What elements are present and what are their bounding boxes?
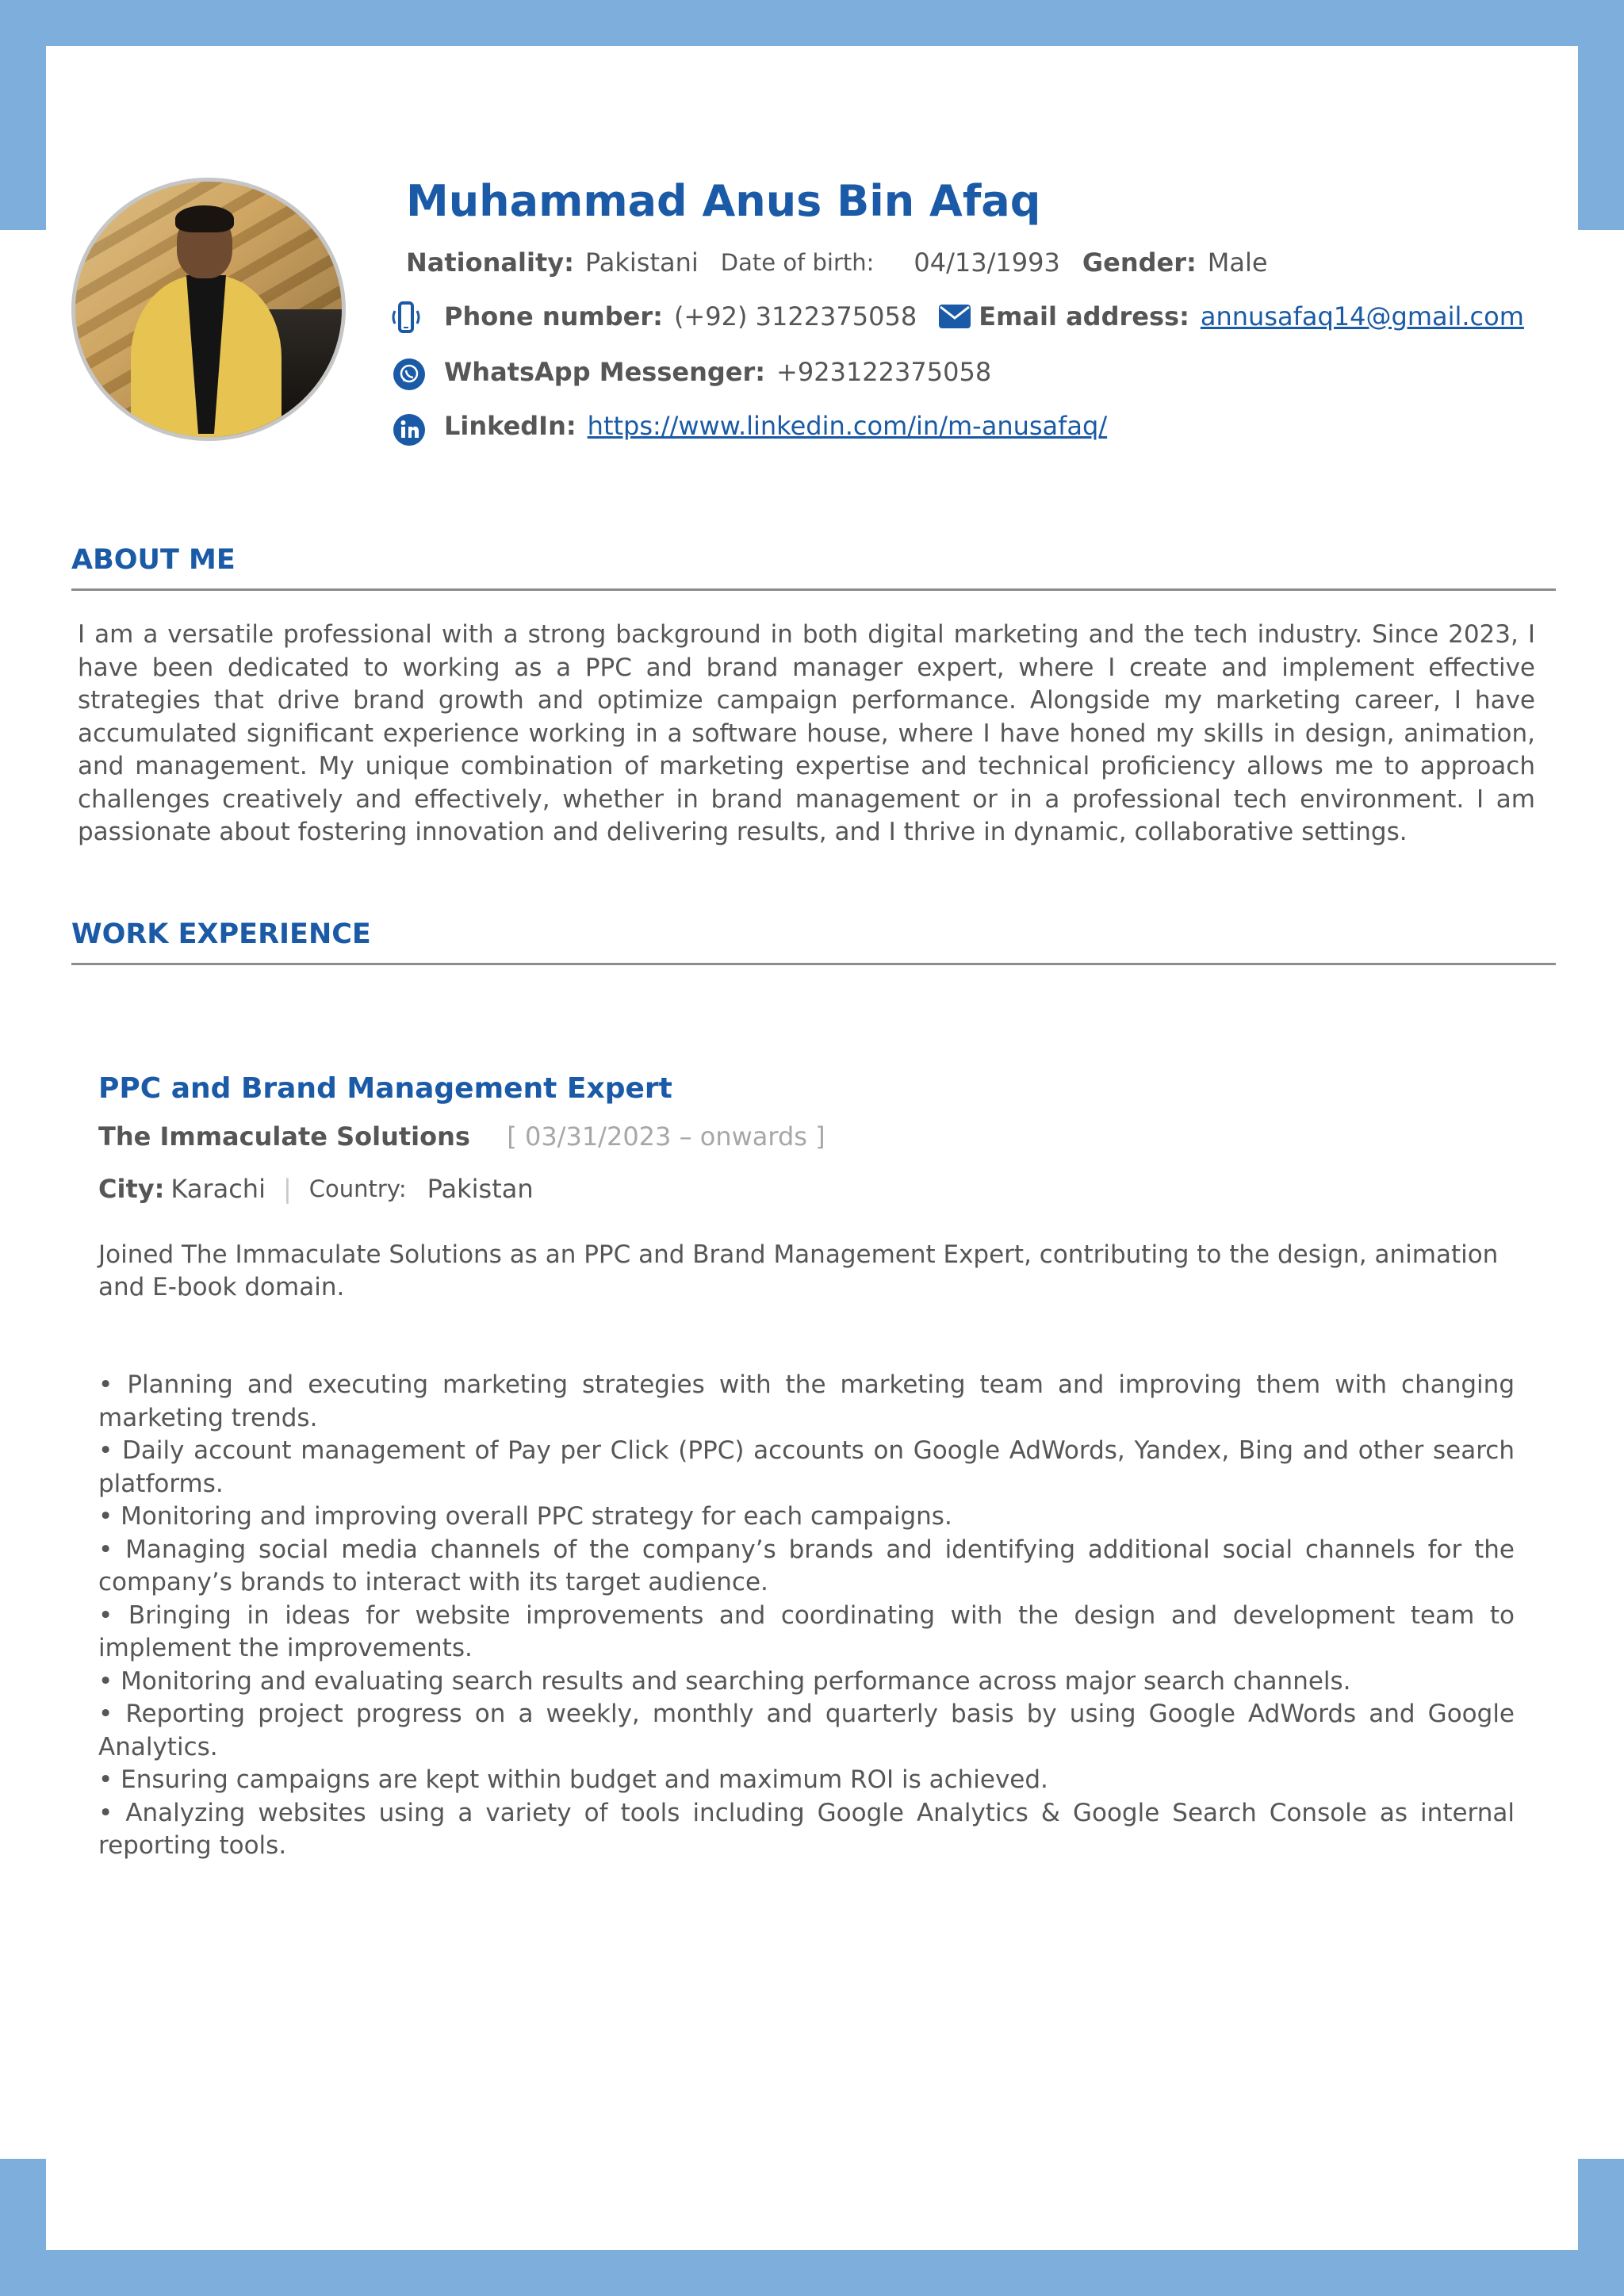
cv-page — [46, 46, 1578, 2250]
job-bullet: • Monitoring and evaluating search results and searching performance across major search channels. — [98, 1665, 1515, 1699]
job-bullet: • Reporting project progress on a weekly, monthly and quarterly basis by using Google AdWords and Google Analytics. — [98, 1698, 1515, 1764]
linkedin-row — [444, 411, 1107, 441]
country-label: Country: — [308, 1175, 407, 1202]
envelope-icon — [939, 305, 971, 328]
job-summary: Joined The Immaculate Solutions as an PPC and Brand Management Expert, contributing to the design, animation and E-book domain. — [98, 1240, 1499, 1301]
nationality-label: Nationality: — [406, 247, 574, 278]
job-company: The Immaculate Solutions — [98, 1121, 470, 1152]
frame-band-left — [0, 230, 48, 2159]
whatsapp-label: WhatsApp Messenger: — [444, 357, 766, 387]
experience-divider — [71, 963, 1556, 965]
gender-label: Gender: — [1082, 247, 1197, 278]
job-title: PPC and Brand Management Expert — [98, 1072, 672, 1105]
phone-value[interactable]: (+92) 3122375058 — [673, 301, 917, 332]
email-link[interactable]: annusafaq14@gmail.com — [1200, 301, 1524, 332]
linkedin-icon — [392, 412, 427, 447]
country-value: Pakistan — [427, 1174, 534, 1204]
whatsapp-value[interactable]: +923122375058 — [776, 357, 992, 387]
job-bullet: • Analyzing websites using a variety of tools including Google Analytics & Google Search Console as internal reporting tools. — [98, 1797, 1515, 1863]
location-separator: | — [282, 1174, 292, 1204]
whatsapp-icon — [392, 357, 427, 392]
personal-info-row — [406, 247, 1268, 278]
gender-value: Male — [1207, 247, 1268, 278]
dob-label: Date of birth: — [720, 249, 875, 276]
contact-row — [444, 301, 1524, 332]
email-label: Email address: — [979, 301, 1189, 332]
job-bullet: • Managing social media channels of the company’s brands and identifying additional social channels for the company’s brands to interact with its target audience. — [98, 1534, 1515, 1600]
experience-section-title: WORK EXPERIENCE — [71, 918, 371, 950]
city-label: City: — [98, 1174, 165, 1204]
nationality-value: Pakistani — [584, 247, 699, 278]
job-location-row — [98, 1174, 534, 1204]
dob-value: 04/13/1993 — [914, 247, 1060, 278]
job-bullet: • Monitoring and improving overall PPC strategy for each campaigns. — [98, 1501, 1515, 1534]
job-bullet: • Planning and executing marketing strategies with the marketing team and improving them with changing marketing trends. — [98, 1369, 1515, 1435]
job-dates: [ 03/31/2023 – onwards ] — [507, 1121, 825, 1152]
job-bullet: • Ensuring campaigns are kept within budget and maximum ROI is achieved. — [98, 1764, 1515, 1797]
city-value: Karachi — [170, 1174, 266, 1204]
about-text: I am a versatile professional with a strong background in both digital marketing and the tech industry. Since 2023, I have been dedicated to working as a PPC and brand manager expert, where I create and implement effective strategies that drive brand growth and optimize campaign performance. Alongside my marketing career, I have accumulated significant experience working in a software house, where I have honed my skills in design, animation, and management. My unique combination of marketing expertise and technical proficiency allows me to approach challenges creatively and effectively, whether in brand management or in a professional tech environment. I am passionate about fostering innovation and delivering results, and I thrive in dynamic, collaborative settings. — [78, 620, 1535, 846]
job-company-row — [98, 1121, 825, 1152]
about-section-title: ABOUT ME — [71, 544, 236, 576]
whatsapp-row — [444, 357, 991, 387]
job-bullet-list — [98, 1369, 1515, 1863]
linkedin-label: LinkedIn: — [444, 411, 576, 441]
frame-band-right — [1578, 230, 1624, 2159]
phone-label: Phone number: — [444, 301, 663, 332]
phone-icon — [389, 300, 423, 335]
profile-photo — [71, 178, 346, 441]
job-bullet: • Bringing in ideas for website improvements and coordinating with the design and development team to implement the improvements. — [98, 1600, 1515, 1665]
about-divider — [71, 588, 1556, 591]
linkedin-link[interactable]: https://www.linkedin.com/in/m-anusafaq/ — [587, 411, 1108, 441]
job-bullet: • Daily account management of Pay per Click (PPC) accounts on Google AdWords, Yandex, Bing and other search platforms. — [98, 1435, 1515, 1501]
candidate-name: Muhammad Anus Bin Afaq — [406, 176, 1041, 226]
